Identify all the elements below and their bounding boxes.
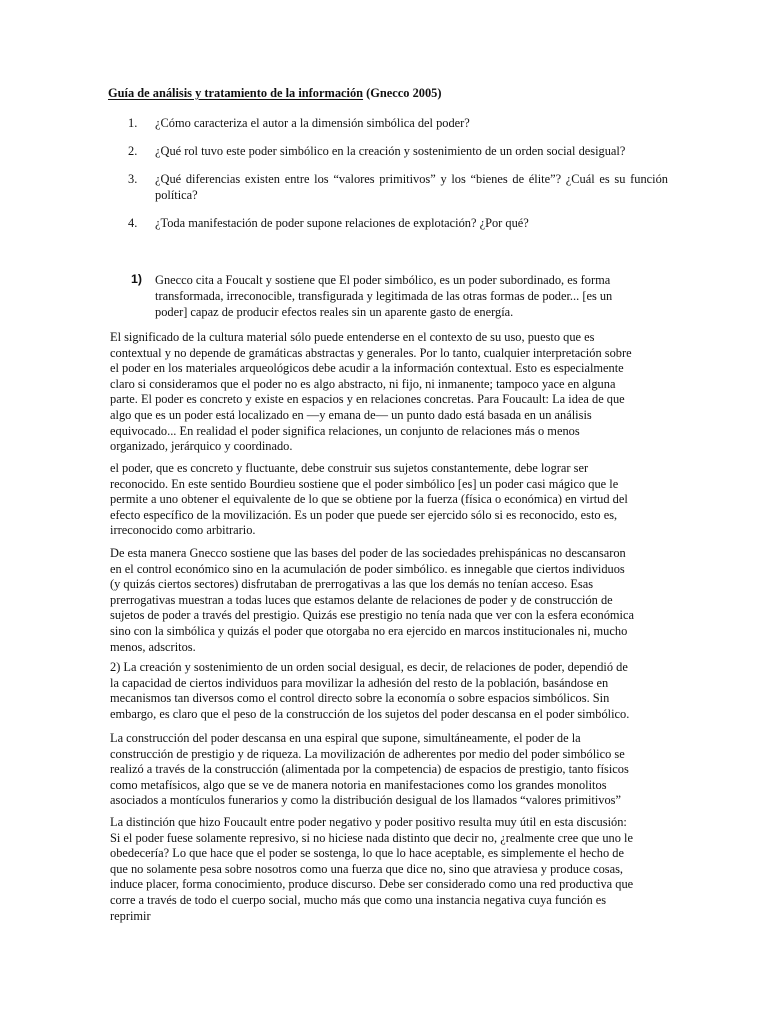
text-line: el poder, que es concreto y fluctuante, debe construir sus sujetos constantemente, debe lograr ser [110, 461, 589, 475]
text-line: realizó a través de la construcción (alimentada por la competencia) de espacios de prestigio, tanto físicos [110, 762, 629, 777]
document-title [108, 86, 668, 101]
text-line: permite a uno obtener el equivalente de lo que se obtiene por la fuerza (física o económica) en virtud del [110, 492, 628, 507]
text-line: en el control económico sino en la acumulación de poder simbólico. es innegable que ciertos individuos [110, 561, 625, 576]
paragraph [110, 815, 668, 924]
text-line: construcción de prestigio y de riqueza. La movilización de adherentes por medio del poder simbólico se [110, 746, 625, 761]
text-line: Si el poder fuese solamente represivo, si no hiciese nada distinto que decir no, ¿realmente cree que uno le [110, 830, 633, 845]
text-line: obedecería? Lo que hace que el poder se sostenga, lo que lo hace aceptable, es simplemente el hecho de [110, 846, 624, 861]
text-line: como metafísicos, algo que se ve de manera notoria en manifestaciones como los grandes monolitos [110, 777, 607, 792]
paragraph [110, 731, 668, 809]
text-line: contextual y no depende de gramáticas abstractas y generales. Por lo tanto, cualquier interpretación sobre [110, 345, 632, 360]
text-line: prerrogativas muestran a todas luces que estamos delante de relaciones de poder y de construcción de [110, 592, 613, 607]
question-text: ¿Qué diferencias existen entre los “valores primitivos” y los “bienes de élite”? ¿Cuál es su función política? [155, 172, 668, 202]
text-line: poder] capaz de producir efectos reales sin un aparente gasto de energía. [155, 305, 514, 319]
text-line: organizado, jerárquico y coordinado. [110, 439, 293, 454]
text-line: embargo, es claro que el peso de la construcción de los sujetos del poder descansa en el poder simbólico. [110, 706, 630, 721]
text-line: La distinción que hizo Foucault entre poder negativo y poder positivo resulta muy útil en esta discusión: [110, 815, 627, 829]
text-line: asociados a montículos funerarios y como la distribución desigual de los llamados “valores primitivos” [110, 793, 621, 808]
question-item [128, 215, 668, 231]
question-text: ¿Cómo caracteriza el autor a la dimensión simbólica del poder? [155, 116, 470, 130]
text-line: reprimir [110, 908, 151, 923]
text-line: algo que es un poder está localizado en —y emana de— un punto dado está basada en un análisis [110, 407, 592, 422]
question-item [128, 143, 668, 159]
paragraph [110, 660, 668, 722]
text-line: irreconocido como arbitrario. [110, 523, 256, 538]
question-text: ¿Qué rol tuvo este poder simbólico en la creación y sostenimiento de un orden social desigual? [155, 144, 626, 158]
text-line: que no solamente pesa sobre nosotros como una fuerza que dice no, sino que atraviesa y produce cosas, [110, 861, 624, 876]
paragraph [110, 461, 668, 539]
text-line: la capacidad de ciertos individuos para movilizar la adhesión del resto de la población, basándose en [110, 675, 609, 690]
question-number: 3. [128, 172, 138, 186]
question-item [128, 171, 668, 203]
paragraph [110, 330, 668, 455]
question-text: ¿Toda manifestación de poder supone relaciones de explotación? ¿Por qué? [155, 216, 529, 230]
text-line: claro si consideramos que el poder no es algo abstracto, ni fijo, ni inmanente; tampoco yace en alguna [110, 376, 616, 391]
text-line: parte. El poder es concreto y existe en espacios y en relaciones concretas. Para Foucault: La idea de que [110, 392, 625, 407]
answer-1-number: 1) [131, 272, 143, 286]
text-line: efecto específico de la movilización. Es un poder que puede ser ejercido sólo si es reconocido, esto es, [110, 507, 618, 522]
question-number: 1. [128, 116, 138, 130]
text-line: La construcción del poder descansa en una espiral que supone, simultáneamente, el poder de la [110, 731, 581, 745]
text-line: corre a través de todo el cuerpo social, mucho más que como una instancia negativa cuya función es [110, 892, 607, 907]
text-line: (y quizás ciertos sectores) disfrutaban de prerrogativas a las que los demás no tenían acceso. Esas [110, 577, 594, 592]
text-line: De esta manera Gnecco sostiene que las bases del poder de las sociedades prehispánicas no descansaron [110, 546, 626, 560]
paragraph [110, 546, 668, 655]
text-line: reconocido. En este sentido Bourdieu sostiene que el poder simbólico [es] un poder casi mágico que le [110, 476, 619, 491]
text-line: sino con la simbólica y quizás el poder que otorgaba no era ejercido en marcos institucionales ni, mucho [110, 623, 628, 638]
answer-1-quote [155, 272, 660, 320]
document-title-suffix: (Gnecco 2005) [363, 86, 442, 100]
text-line: El significado de la cultura material sólo puede entenderse en el contexto de su uso, puesto que es [110, 330, 595, 344]
document-title-underlined: Guía de análisis y tratamiento de la información [108, 86, 364, 100]
text-line: transformada, irreconocible, transfigurada y legitimada de las otras formas de poder... [es un [155, 289, 613, 303]
text-line: menos, adscritos. [110, 639, 196, 654]
text-line: el poder en los materiales arqueológicos debe acudir a la información contextual. Esto es especialmente [110, 361, 624, 376]
text-line: sujetos de poder a través del prestigio. Quizás ese prestigio no tenía nada que ver con la esfera económica [110, 608, 634, 623]
text-line: induce placer, forma conocimiento, produce discurso. Debe ser considerado como una red productiva que [110, 877, 634, 892]
text-line: mecanismos tan diversos como el control directo sobre la economía o sobre espacios simbólicos. Sin [110, 691, 610, 706]
question-item [128, 115, 668, 131]
question-number: 4. [128, 216, 138, 230]
text-line: equivocado... En realidad el poder significa relaciones, un conjunto de relaciones más o menos [110, 423, 580, 438]
text-line: 2) La creación y sostenimiento de un orden social desigual, es decir, de relaciones de poder, dependió de [110, 660, 628, 674]
text-line: Gnecco cita a Foucalt y sostiene que El poder simbólico, es un poder subordinado, es forma [155, 273, 611, 287]
question-number: 2. [128, 144, 138, 158]
